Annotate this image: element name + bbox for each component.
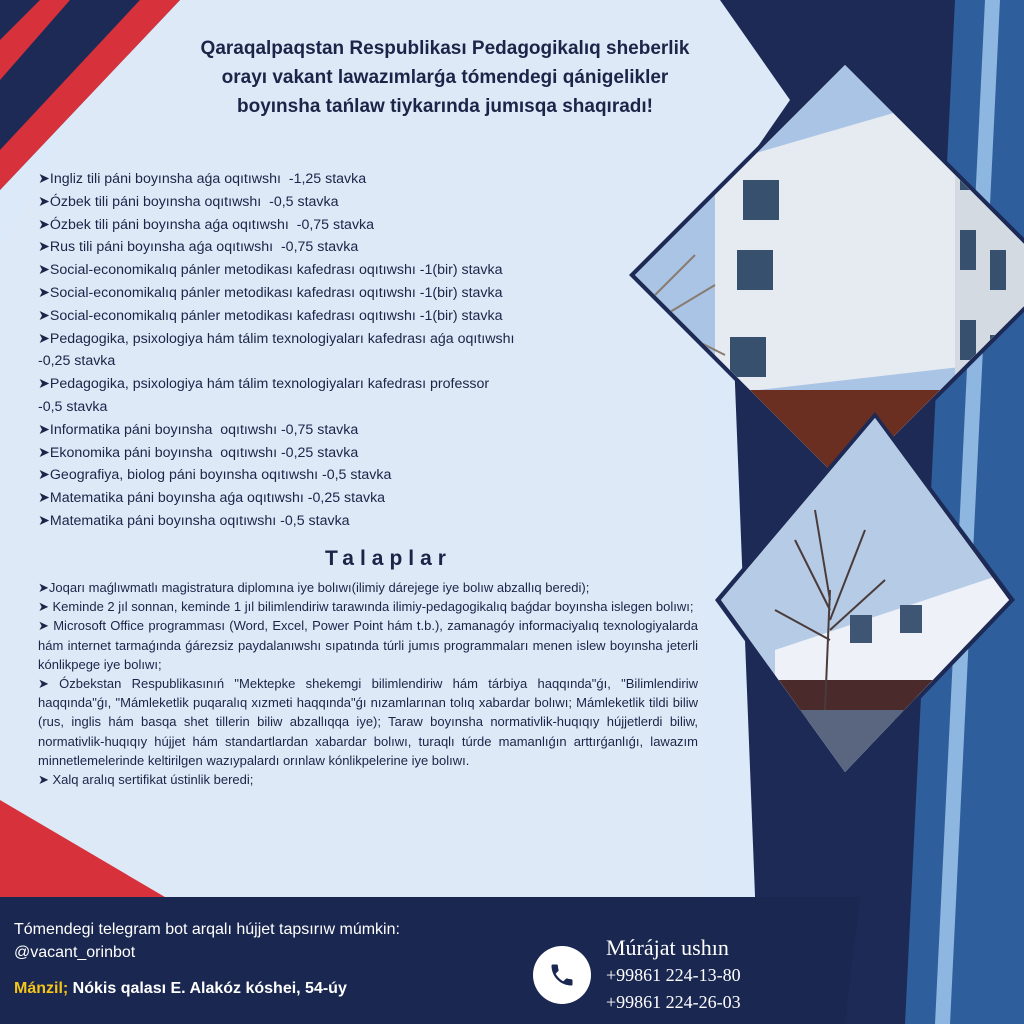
- telegram-info: [14, 918, 534, 964]
- vacancy-item: ➤Ózbek tili páni boyınsha aǵa oqıtıwshı -0,75 stavka: [38, 216, 375, 233]
- vacancy-item: ➤Social-economikalıq pánler metodikası kafedrası oqıtıwshı -1(bir) stavka: [38, 262, 503, 279]
- contact-block: [606, 934, 741, 1016]
- headline: [150, 34, 740, 121]
- vacancy-item: ➤Ózbek tili páni boyınsha oqıtıwshı -0,5 stavka: [38, 193, 339, 210]
- vacancy-item: ➤Pedagogika, psixologiya hám tálim texnologiyaları kafedrası aǵa oqıtıwshı -0,25 stavka: [38, 330, 515, 370]
- phone-number[interactable]: +99861 224-26-03: [606, 992, 741, 1012]
- requirements-list: [38, 578, 698, 789]
- address-label: Mánzil;: [14, 980, 69, 997]
- requirement-item: ➤ Xalq aralıq sertifikat ústinlik beredi;: [38, 772, 254, 788]
- requirements-title: Talaplar: [325, 547, 452, 570]
- headline-line: orayı vakant lawazımlarǵa tómendegi qánigelikler: [221, 67, 669, 88]
- vacancy-item: ➤Ingliz tili páni boyınsha aǵa oqıtıwshı -1,25 stavka: [38, 171, 367, 187]
- requirement-item: ➤ Ózbekstan Respublikasınıń "Mektepke shekemgi bilimlendiriw hám tárbiya haqqında"ǵı, "Bilimlendiriw haqqında"ǵı, "Mámleketlik puqaralıq xızmeti haqqında"ǵı nızamlarınan tolıq xabardar bolıwı; Mámleketlik tildi biliw (rus, inglis hám basqa shet tillerin biliw abzallıqqa iye); Taraw boyınsha normativlik-huqıqıy hújjetlerdi biliw, normativlik-huqıqıy hújjet hám standartlardan xabardar bolıwı, turaqlı túrde mamanlıǵın arttırǵanlıǵı, lawazım minnetlemelerinde keltirilgen wazıypalardı orınlaw kónlikpelerine iye bolıwı.: [38, 676, 698, 768]
- address-value: Nókis qalası E. Alakóz kóshei, 54-úy: [72, 980, 347, 997]
- headline-line: Qaraqalpaqstan Respublikası Pedagogikalıq sheberlik: [200, 38, 690, 59]
- requirement-item: ➤ Microsoft Office programması (Word, Excel, Power Point hám t.b.), zamanagóy informaciyalıq texnologiyalarda hám internet tarmaǵında ǵárezsiz paydalanıwshı sıpatında túrli jumıs programmaları menen islew boyınsha jeterli kónlikpege iye bolıwı;: [38, 618, 698, 672]
- vacancy-item: ➤Informatika páni boyınsha oqıtıwshı -0,75 stavka: [38, 421, 359, 438]
- vacancy-item: ➤Social-economikalıq pánler metodikası kafedrası oqıtıwshı -1(bir) stavka: [38, 284, 503, 301]
- requirement-item: ➤ Keminde 2 jıl sonnan, keminde 1 jıl bilimlendiriw tarawında ilimiy-pedagogikalıq baǵdar boyınsha islegen bolıwı;: [38, 599, 694, 615]
- building-photo-bottom: [715, 410, 1015, 780]
- phone-icon: [533, 946, 591, 1004]
- telegram-bot-link[interactable]: @vacant_orinbot: [14, 944, 136, 961]
- vacancy-item: ➤Rus tili páni boyınsha aǵa oqıtıwshı -0,75 stavka: [38, 239, 359, 256]
- telegram-line: Tómendegi telegram bot arqalı hújjet tapsırıw múmkin:: [14, 921, 400, 938]
- headline-line: boyınsha tańlaw tiykarında jumısqa shaqıradı!: [237, 96, 653, 117]
- vacancy-item: ➤Social-economikalıq pánler metodikası kafedrası oqıtıwshı -1(bir) stavka: [38, 307, 503, 324]
- requirement-item: ➤Joqarı maǵlıwmatlı magistratura diplomına iye bolıwı(ilimiy dárejege iye bolıw abzallıq beredi);: [38, 580, 590, 595]
- address: [14, 980, 347, 998]
- vacancy-item: ➤Pedagogika, psixologiya hám tálim texnologiyaları kafedrası professor -0,5 stavka: [38, 376, 490, 415]
- vacancy-list: [38, 168, 628, 533]
- vacancy-item: ➤Ekonomika páni boyınsha oqıtıwshı -0,25 stavka: [38, 444, 359, 461]
- vacancy-item: ➤Matematika páni boyınsha aǵa oqıtıwshı -0,25 stavka: [38, 490, 386, 507]
- vacancy-item: ➤Matematika páni boyınsha oqıtıwshı -0,5 stavka: [38, 512, 350, 529]
- contact-title: Múrájat ushın: [606, 935, 729, 960]
- phone-number[interactable]: +99861 224-13-80: [606, 965, 741, 985]
- vacancy-item: ➤Geografiya, biolog páni boyınsha oqıtıwshı -0,5 stavka: [38, 467, 392, 484]
